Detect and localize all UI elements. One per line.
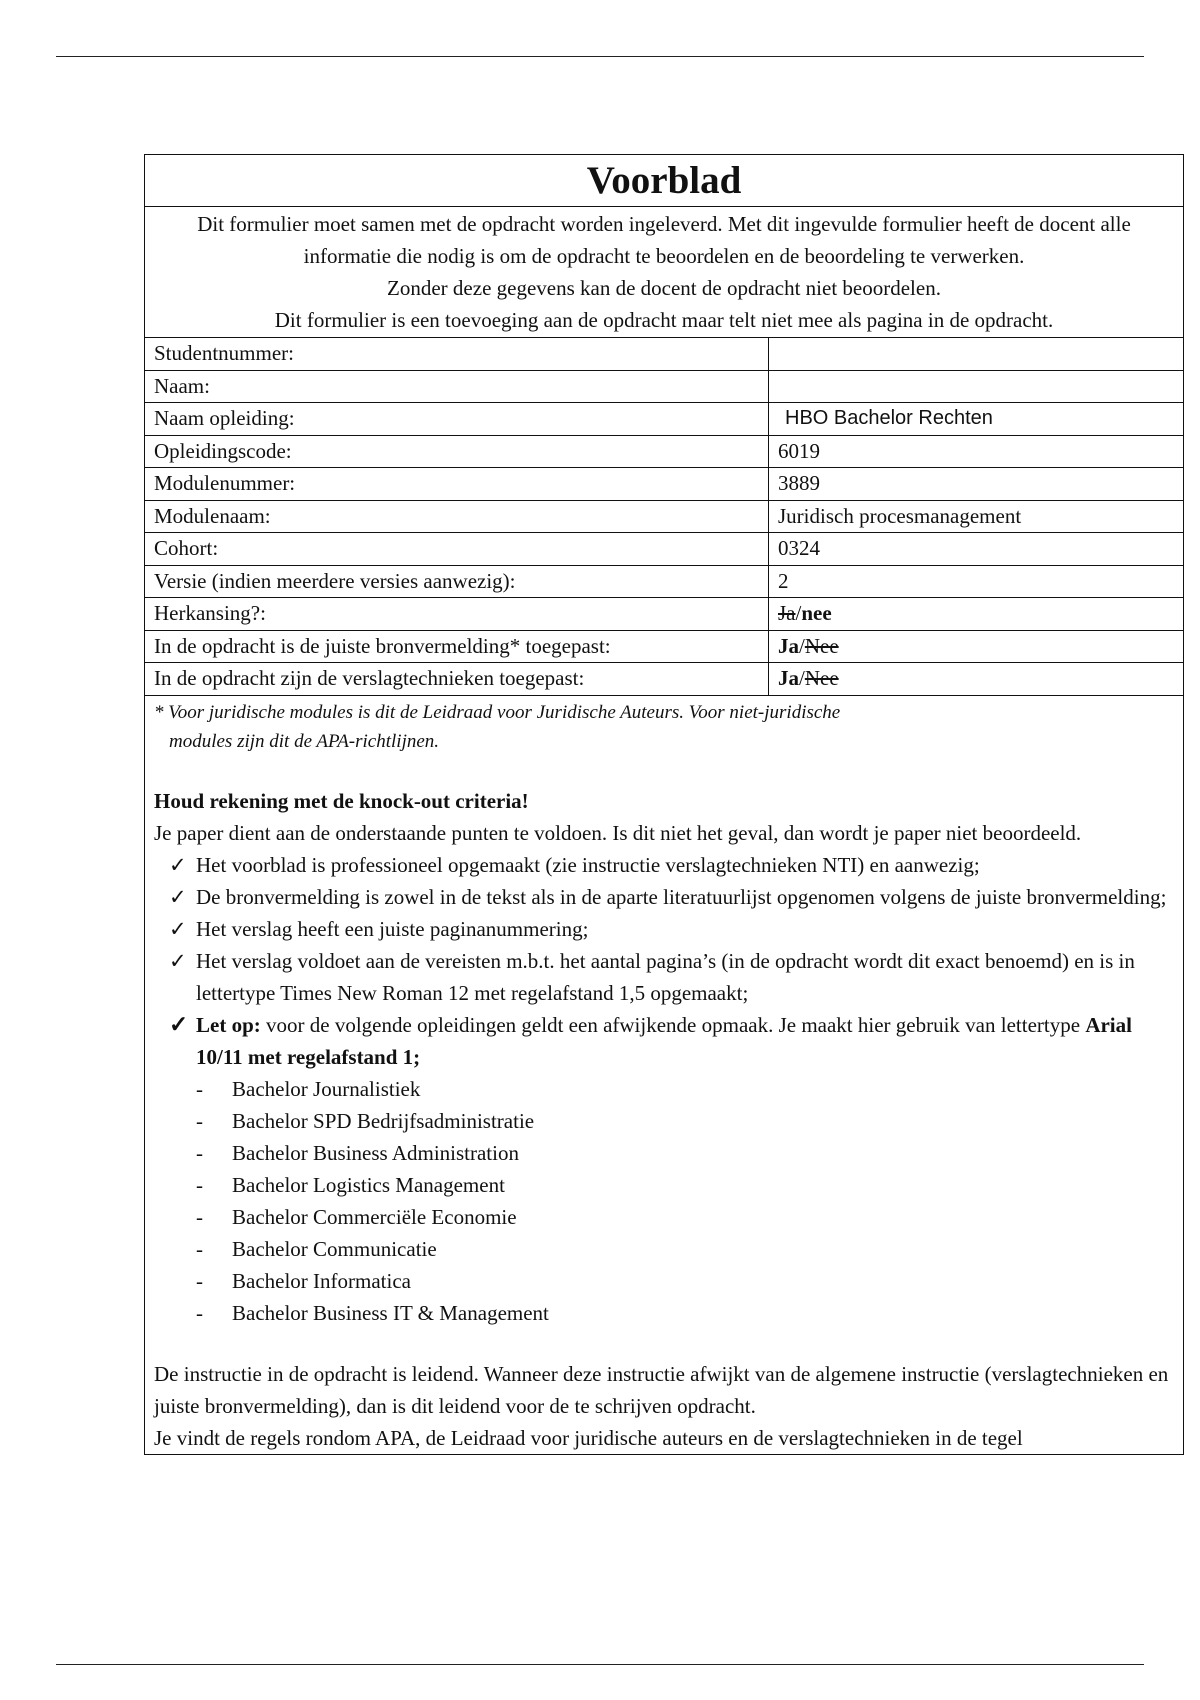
dash-bullet: -: [196, 1204, 203, 1229]
program-name: Bachelor Informatica: [232, 1268, 411, 1293]
program-name: Bachelor Journalistiek: [232, 1076, 421, 1101]
choice-value-herkansing[interactable]: [769, 598, 1184, 631]
choice-no[interactable]: Nee: [804, 666, 839, 691]
footnote-line: modules zijn dit de APA-richtlijnen.: [169, 730, 440, 752]
choice-yes[interactable]: Ja: [778, 601, 796, 626]
choice-label: In de opdracht zijn de verslagtechnieken toegepast:: [145, 663, 769, 696]
note-bold-tail: Arial 10/11 met regelafstand 1;: [196, 1012, 1132, 1069]
choice-row-herkansing: [145, 598, 1183, 631]
program-item: [154, 1233, 1174, 1265]
field-label: Studentnummer:: [145, 338, 769, 370]
intro-paragraph: Dit formulier moet samen met de opdracht worden ingeleverd. Met dit ingevulde formulier heeft de docent alle informatie die nodig is om de opdracht te beoordelen en de beoordeling te verwerken.: [197, 212, 1131, 268]
field-row-opleidingscode: [145, 435, 1183, 468]
program-name: Bachelor Business IT & Management: [232, 1300, 549, 1325]
footnote-line: * Voor juridische modules is dit de Leidraad voor Juridische Auteurs. Voor niet-juridische: [154, 701, 841, 723]
checkmark-icon: ✓: [169, 852, 187, 877]
field-value-naam-opleiding[interactable]: HBO Bachelor Rechten: [769, 403, 1184, 436]
knockout-heading: Houd rekening met de knock-out criteria!: [154, 788, 529, 813]
field-value-modulenaam[interactable]: Juridisch procesmanagement: [769, 500, 1184, 533]
choice-yes[interactable]: Ja: [778, 666, 799, 691]
intro-paragraph: Zonder deze gegevens kan de docent de opdracht niet beoordelen.: [387, 276, 941, 300]
choice-label: In de opdracht is de juiste bronvermelding* toegepast:: [145, 630, 769, 663]
spacer: [154, 756, 1174, 785]
program-item: [154, 1169, 1174, 1201]
program-item: [154, 1265, 1174, 1297]
program-name: Bachelor Commerciële Economie: [232, 1204, 517, 1229]
choice-no[interactable]: Nee: [804, 633, 839, 658]
field-row-naam-opleiding: [145, 403, 1183, 436]
checkmark-icon: ✓: [169, 916, 187, 941]
choice-separator: /: [799, 666, 805, 691]
choice-separator: /: [795, 601, 802, 626]
program-list: [154, 1073, 1174, 1329]
cover-body: [145, 696, 1183, 1454]
checklist-item-text: Het voorblad is professioneel opgemaakt (zie instructie verslagtechnieken NTI) en aanwezig;: [196, 852, 980, 877]
program-name: Bachelor Business Administration: [232, 1140, 519, 1165]
choice-value-bronvermelding[interactable]: [769, 630, 1184, 663]
field-label: Cohort:: [145, 533, 769, 566]
checklist-item: [154, 849, 1174, 881]
field-row-versie: [145, 565, 1183, 598]
dash-bullet: -: [196, 1236, 203, 1261]
choice-no[interactable]: nee: [801, 601, 832, 626]
field-row-naam: [145, 370, 1183, 403]
header-rule: [56, 56, 1144, 57]
dash-bullet: -: [196, 1300, 203, 1325]
checkmark-icon: ✓: [169, 1011, 189, 1037]
program-item: [154, 1201, 1174, 1233]
closing-paragraph: Je vindt de regels rondom APA, de Leidraad voor juridische auteurs en de verslagtechnieken in de tegel: [154, 1425, 1023, 1450]
field-row-modulenaam: [145, 500, 1183, 533]
page-title: Voorblad: [145, 155, 1183, 207]
checklist-item-note: [154, 1009, 1174, 1073]
program-name: Bachelor SPD Bedrijfsadministratie: [232, 1108, 535, 1133]
program-name: Bachelor Communicatie: [232, 1236, 437, 1261]
field-row-studentnummer: [145, 338, 1183, 370]
field-value-modulenummer[interactable]: 3889: [769, 468, 1184, 501]
checklist-item-text: De bronvermelding is zowel in de tekst als in de aparte literatuurlijst opgenomen volgens de juiste bronvermelding;: [196, 884, 1167, 909]
footer-rule: [56, 1664, 1144, 1665]
knockout-intro: Je paper dient aan de onderstaande punten te voldoen. Is dit niet het geval, dan wordt je paper niet beoordeeld.: [154, 820, 1082, 845]
checklist-item: [154, 913, 1174, 945]
note-text: voor de volgende opleidingen geldt een afwijkende opmaak. Je maakt hier gebruik van lettertype: [260, 1012, 1086, 1037]
checkmark-icon: ✓: [169, 884, 187, 909]
checklist-item-text: Het verslag heeft een juiste paginanummering;: [196, 916, 589, 941]
checkmark-icon: ✓: [169, 948, 187, 973]
choice-separator: /: [799, 633, 805, 658]
footnote: [154, 696, 1174, 756]
choice-row-verslagtechnieken: [145, 663, 1183, 696]
cover-sheet: [144, 154, 1184, 1455]
field-value-cohort[interactable]: 0324: [769, 533, 1184, 566]
choice-label: Herkansing?:: [145, 598, 769, 631]
closing-paragraph: De instructie in de opdracht is leidend. Wanneer deze instructie afwijkt van de algemene instructie (verslagtechnieken en juiste bronvermelding), dan is dit leidend voor de te schrijven opdracht.: [154, 1361, 1169, 1418]
choice-row-bronvermelding: [145, 630, 1183, 663]
field-value-opleidingscode[interactable]: 6019: [769, 435, 1184, 468]
choice-value-verslagtechnieken[interactable]: [769, 663, 1184, 696]
field-label: Naam:: [145, 370, 769, 403]
intro-text: [145, 207, 1183, 338]
field-label: Modulenaam:: [145, 500, 769, 533]
program-name: Bachelor Logistics Management: [232, 1172, 505, 1197]
field-row-modulenummer: [145, 468, 1183, 501]
field-label: Opleidingscode:: [145, 435, 769, 468]
dash-bullet: -: [196, 1076, 203, 1101]
field-value-studentnummer[interactable]: [769, 338, 1184, 370]
program-item: [154, 1137, 1174, 1169]
field-label: Versie (indien meerdere versies aanwezig):: [145, 565, 769, 598]
spacer: [154, 1329, 1174, 1358]
checklist-item: [154, 945, 1174, 1009]
knockout-checklist: [154, 849, 1174, 1073]
field-value-versie[interactable]: 2: [769, 565, 1184, 598]
closing-text: [154, 1358, 1174, 1454]
field-label: Modulenummer:: [145, 468, 769, 501]
dash-bullet: -: [196, 1140, 203, 1165]
checklist-item: [154, 881, 1174, 913]
field-row-cohort: [145, 533, 1183, 566]
field-value-naam[interactable]: [769, 370, 1184, 403]
program-item: [154, 1297, 1174, 1329]
note-lead: Let op:: [196, 1012, 261, 1037]
choice-yes[interactable]: Ja: [778, 633, 799, 658]
program-item: [154, 1073, 1174, 1105]
dash-bullet: -: [196, 1268, 203, 1293]
intro-paragraph: Dit formulier is een toevoeging aan de opdracht maar telt niet mee als pagina in de opdracht.: [274, 308, 1054, 332]
program-item: [154, 1105, 1174, 1137]
field-label: Naam opleiding:: [145, 403, 769, 436]
dash-bullet: -: [196, 1108, 203, 1133]
checklist-item-text: Het verslag voldoet aan de vereisten m.b.t. het aantal pagina’s (in de opdracht wordt dit exact benoemd) en is in lettertype Times New Roman 12 met regelafstand 1,5 opgemaakt;: [196, 948, 1135, 1005]
dash-bullet: -: [196, 1172, 203, 1197]
student-fields-table: [145, 338, 1183, 696]
